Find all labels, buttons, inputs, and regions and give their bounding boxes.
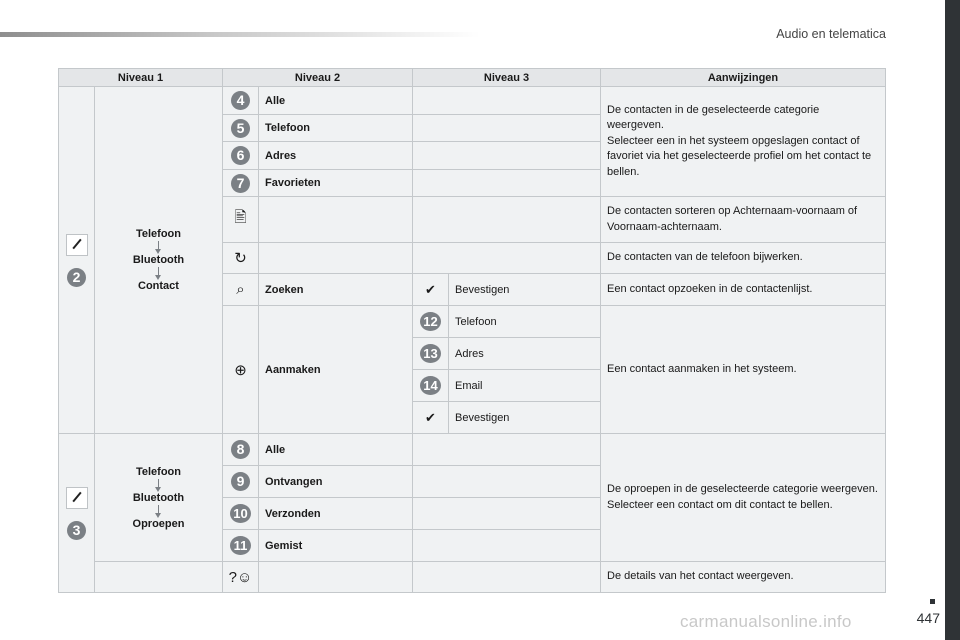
level3-label: Bevestigen	[449, 402, 601, 434]
empty-cell	[413, 87, 601, 115]
step-badge: 10	[230, 504, 251, 523]
empty-cell	[95, 562, 223, 593]
step-badge: 3	[67, 521, 86, 540]
header-level-1: Niveau 1	[59, 69, 223, 87]
step-badge: 14	[420, 376, 441, 395]
step-badge: 6	[231, 146, 250, 165]
level2-label: Verzonden	[259, 498, 413, 530]
level1-path-cell	[95, 87, 223, 434]
path-item: Bluetooth	[132, 254, 185, 266]
step-badge: 13	[420, 344, 441, 363]
arrow-down-icon	[158, 267, 159, 276]
empty-cell	[413, 197, 601, 243]
table-row	[59, 87, 886, 115]
level2-label: Adres	[259, 142, 413, 170]
menu-path	[101, 466, 216, 530]
empty-cell	[259, 197, 413, 243]
empty-cell	[259, 562, 413, 593]
page-marker	[930, 599, 935, 604]
path-item: Contact	[138, 280, 179, 292]
path-item: Bluetooth	[132, 491, 185, 504]
page-section-title: Audio en telematica	[776, 27, 886, 41]
step-badge: 2	[67, 268, 86, 287]
empty-cell	[413, 243, 601, 274]
empty-cell	[413, 142, 601, 170]
table-header-row	[59, 69, 886, 87]
arrow-down-icon	[158, 505, 159, 514]
menu-table	[58, 68, 886, 593]
path-item: Telefoon	[135, 228, 181, 240]
path-item: Telefoon	[135, 465, 181, 478]
empty-cell	[413, 530, 601, 562]
level2-label: Gemist	[259, 530, 413, 562]
page-edge-bar	[945, 0, 960, 640]
arrow-down-icon	[158, 479, 159, 488]
empty-cell	[259, 243, 413, 274]
step-badge: 8	[231, 440, 250, 459]
refresh-icon: ↻	[234, 250, 247, 267]
level2-label: Alle	[259, 87, 413, 115]
watermark: carmanualsonline.info	[680, 612, 852, 631]
level3-label: Bevestigen	[449, 274, 601, 306]
empty-cell	[413, 115, 601, 142]
table-row	[59, 562, 886, 593]
empty-cell	[413, 466, 601, 498]
note-cell: De details van het contact weergeven.	[601, 562, 886, 593]
header-rule	[0, 32, 480, 37]
level2-label: Ontvangen	[259, 466, 413, 498]
step-badge: 5	[231, 119, 250, 138]
sort-contacts-icon: 🖹	[234, 209, 247, 226]
level3-label: Telefoon	[449, 306, 601, 338]
step-badge: 11	[230, 536, 251, 555]
level1-path-cell	[95, 434, 223, 562]
level2-label: Favorieten	[259, 170, 413, 197]
note-cell: De oproepen in de geselecteerde categorie weergeven. Selecteer een contact om dit contact te bellen.	[601, 434, 886, 562]
path-item: Oproepen	[132, 517, 185, 530]
arrow-down-icon	[158, 241, 159, 250]
level3-label: Adres	[449, 338, 601, 370]
pencil-icon	[66, 234, 88, 256]
step-badge: 9	[231, 472, 250, 491]
level3-label: Email	[449, 370, 601, 402]
empty-cell	[413, 434, 601, 466]
pencil-icon	[66, 487, 88, 509]
empty-cell	[413, 562, 601, 593]
empty-cell	[413, 498, 601, 530]
header-notes: Aanwijzingen	[601, 69, 886, 87]
add-contact-icon: ⊕	[234, 361, 247, 379]
note-cell: Een contact aanmaken in het systeem.	[601, 306, 886, 434]
step-badge: 4	[231, 91, 250, 110]
menu-path	[101, 228, 216, 292]
table-row	[59, 434, 886, 466]
contact-details-icon: ?☺	[228, 568, 253, 586]
level2-label: Telefoon	[259, 115, 413, 142]
checkmark-icon: ✔	[425, 281, 436, 297]
step-badge: 12	[420, 312, 441, 331]
header-level-3: Niveau 3	[413, 69, 601, 87]
search-icon: ⌕	[236, 281, 245, 298]
note-cell: De contacten in de geselecteerde categorie weergeven. Selecteer een in het systeem opgeslagen contact of favoriet via het geselecteerde profiel om het contact te bellen.	[601, 87, 886, 197]
level1-icon-cell	[59, 87, 95, 434]
note-cell: De contacten sorteren op Achternaam-voornaam of Voornaam-achternaam.	[601, 197, 886, 243]
step-badge: 7	[231, 174, 250, 193]
level2-label: Zoeken	[259, 274, 413, 306]
level2-label: Aanmaken	[259, 306, 413, 434]
empty-cell	[413, 170, 601, 197]
level2-label: Alle	[259, 434, 413, 466]
note-cell: De contacten van de telefoon bijwerken.	[601, 243, 886, 274]
note-cell: Een contact opzoeken in de contactenlijst.	[601, 274, 886, 306]
checkmark-icon: ✔	[425, 409, 436, 425]
level1-icon-cell	[59, 434, 95, 593]
page-number: 447	[916, 610, 940, 626]
header-level-2: Niveau 2	[223, 69, 413, 87]
